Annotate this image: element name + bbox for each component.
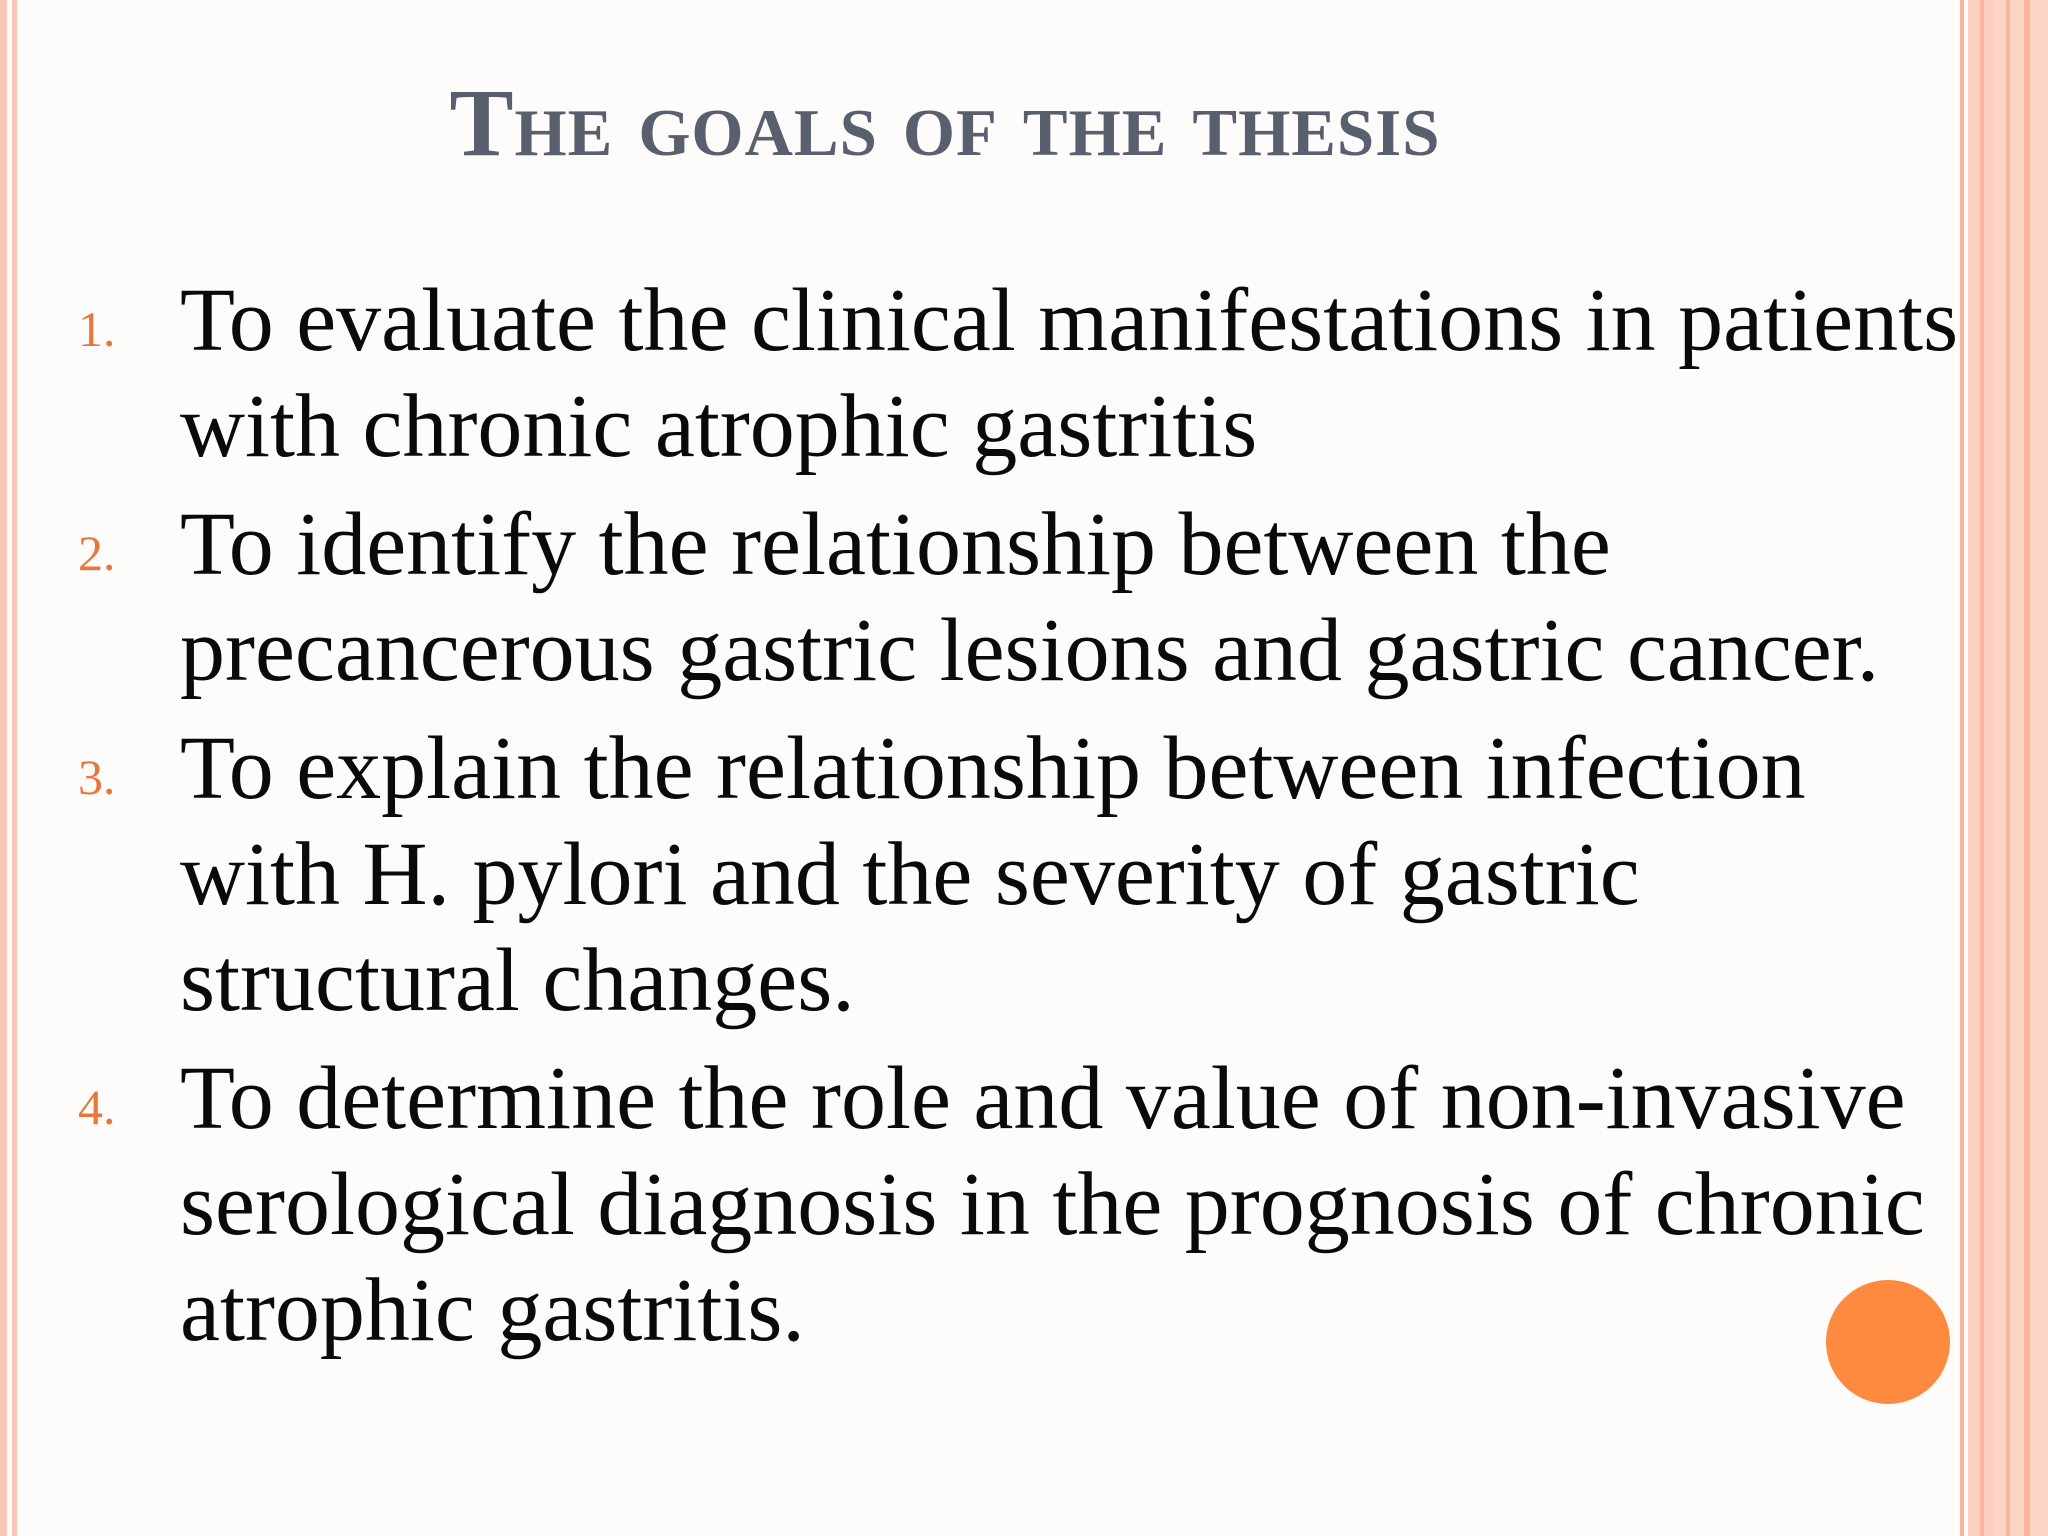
goal-number: 1.	[78, 301, 116, 357]
right-border-band	[1994, 0, 2048, 1536]
slide-title: The goals of the thesis	[449, 69, 1441, 176]
right-border-stripe	[1968, 0, 1980, 1536]
goal-item	[0, 492, 1960, 704]
goals-list	[0, 268, 1960, 1376]
goal-number: 3.	[78, 749, 116, 805]
right-border-stripe	[2006, 0, 2010, 1536]
goal-item	[0, 1046, 1960, 1364]
right-border-stripe	[2024, 0, 2030, 1536]
goal-text: To identify the relationship between the precancerous gastric lesions and gastric cancer.	[180, 495, 1880, 700]
accent-circle	[1826, 1280, 1950, 1404]
goal-text: To evaluate the clinical manifestations in patients with chronic atrophic gastritis	[180, 271, 1959, 476]
goal-text: To explain the relationship between infection with H. pylori and the severity of gastric structural changes.	[180, 719, 1806, 1030]
goal-number: 4.	[78, 1079, 116, 1135]
goal-text: To determine the role and value of non-invasive serological diagnosis in the prognosis of chronic atrophic gastritis.	[180, 1049, 1925, 1360]
goal-number: 2.	[78, 525, 116, 581]
goal-item	[0, 268, 1960, 480]
right-border-stripe	[1960, 0, 1964, 1536]
goal-item	[0, 716, 1960, 1034]
right-border-stripe	[1984, 0, 1994, 1536]
